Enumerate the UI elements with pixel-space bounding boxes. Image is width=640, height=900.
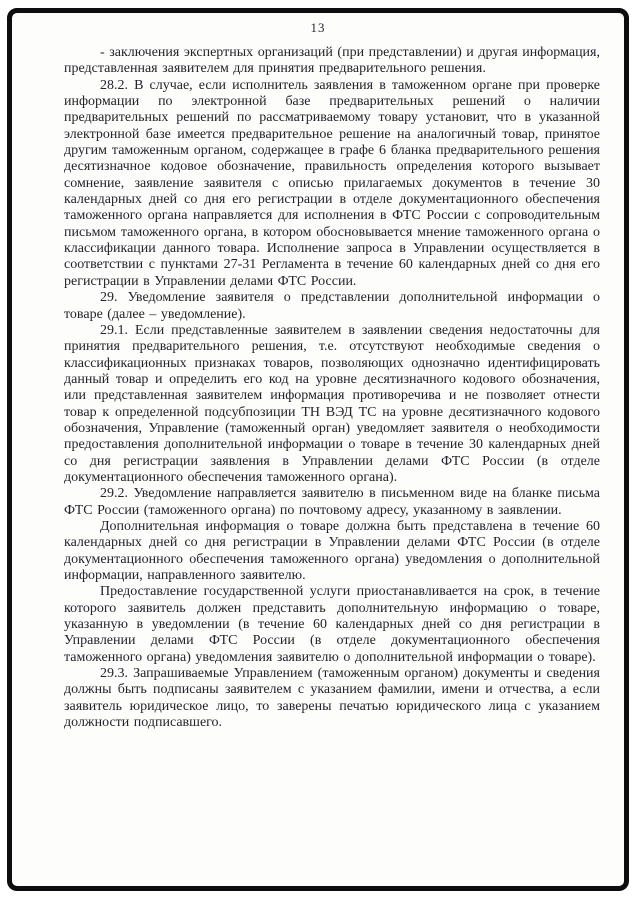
scanned-page-border (7, 8, 629, 891)
paragraph-29-2: 29.2. Уведомление направляется заявителю в письменном виде на бланке письма ФТС России (таможенного органа) по почтовому адресу, указанному в заявлении. (64, 486, 600, 518)
paragraph-29-3: 29.3. Запрашиваемые Управлением (таможенным органом) документы и сведения должны быть подписаны заявителем с указанием фамилии, имени и отчества, а если заявитель юридическое лицо, то заверены печатью юридического лица с указанием должности подписавшего. (64, 666, 600, 731)
paragraph-additional-info-deadline: Дополнительная информация о товаре должна быть представлена в течение 60 календарных дней со дня регистрации в Управлении делами ФТС России (в отделе документационного обеспечения таможенного органа) уведомления о дополнительной информации, направленного заявителю. (64, 518, 600, 583)
paragraph-29: 29. Уведомление заявителя о представлении дополнительной информации о товаре (далее – уведомление). (64, 290, 600, 322)
paragraph-28-2: 28.2. В случае, если исполнитель заявления в таможенном органе при проверке информации по электронной базе предварительных решений о наличии предварительных решений по рассматриваемому товару установит, что в указанной электронной базе имеется предварительное решение на аналогичный товар, принятое другим таможенным органом, содержащее в графе 6 бланка предварительного решения десятизначное кодовое обозначение, правильность определения которого вызывает сомнение, заявление заявителя с описью прилагаемых документов в течение 30 календарных дней со дня его регистрации в отделе документационного обеспечения таможенного органа направляется для исполнения в ФТС России с сопроводительным письмом таможенного органа, в котором обосновывается мнение таможенного органа о классификации данного товара. Исполнение запроса в Управлении осуществляется в соответствии с пунктами 27-31 Регламента в течение 60 календарных дней со дня его регистрации в Управлении делами ФТС России. (64, 77, 600, 289)
paragraph-expert-conclusions: - заключения экспертных организаций (при представлении) и другая информация, представленная заявителем для принятия предварительного решения. (64, 45, 600, 77)
document-body (12, 36, 624, 731)
paragraph-29-1: 29.1. Если представленные заявителем в заявлении сведения недостаточны для принятия предварительного решения, т.е. отсутствуют необходимые сведения о классификационных признаках товаров, позволяющих однозначно идентифицировать данный товар и определить его код на уровне десятизначного кодового обозначения, или представленная заявителем информация противоречива и не позволяет отнести товар к определенной подсубпозиции ТН ВЭД ТС на уровне десятизначного кодового обозначения, Управление (таможенный орган) уведомляет заявителя о необходимости предоставления дополнительной информации о товаре в течение 30 календарных дней со дня регистрации заявления в Управлении делами ФТС России (в отделе документационного обеспечения таможенного органа). (64, 322, 600, 485)
paragraph-service-suspension: Предоставление государственной услуги приостанавливается на срок, в течение которого заявитель должен представить дополнительную информацию о товаре, указанную в уведомлении (в течение 60 календарных дней со дня регистрации в Управлении делами ФТС России (в отделе документационного обеспечения таможенного органа) уведомления заявителю о дополнительной информации о товаре). (64, 584, 600, 665)
page-number: 13 (310, 20, 326, 35)
